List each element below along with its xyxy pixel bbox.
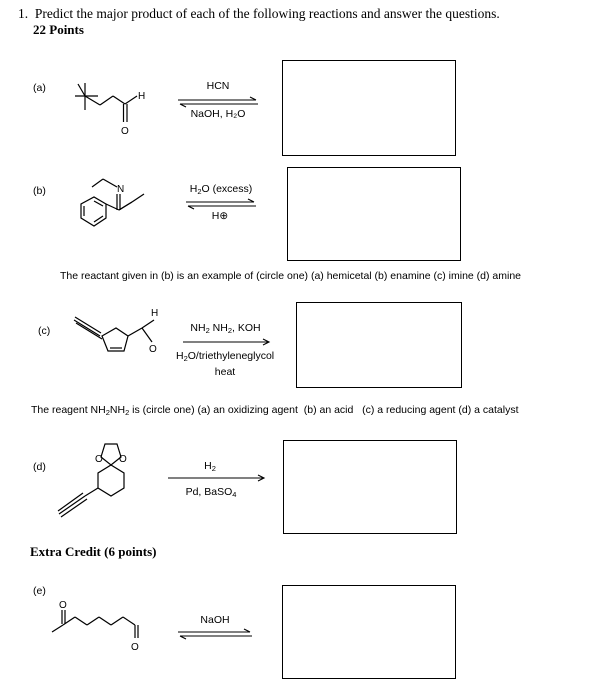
- part-e-o-atom-1: O: [59, 600, 67, 611]
- part-a-o-atom: O: [121, 126, 129, 137]
- part-b-reagent-top: $H_2O$ (excess): [189, 183, 253, 196]
- part-a-reactant-structure: [70, 72, 160, 152]
- extra-credit-heading: Extra Credit (6 points): [30, 544, 157, 559]
- part-b-equilibrium-arrow: [186, 200, 256, 210]
- part-c-reaction-arrow: [183, 339, 271, 347]
- part-e-o-atom-2: O: [131, 642, 139, 653]
- part-c-reagent-bottom-2: heat: [214, 366, 236, 378]
- part-d-reagent-top: $H_2$: [204, 460, 216, 473]
- part-c-reactant-structure: [70, 306, 170, 366]
- part-d-reaction-arrow: [168, 475, 266, 483]
- part-b-n-atom: N: [117, 184, 125, 195]
- part-e-equilibrium-arrow: [178, 630, 252, 640]
- part-a-label: (a): [33, 82, 46, 94]
- part-a-answer-box[interactable]: [282, 60, 456, 156]
- part-e-answer-box[interactable]: [282, 585, 456, 679]
- part-d-reactant-structure: [55, 440, 145, 530]
- part-b-reagent-bottom: H⊕: [211, 210, 229, 222]
- part-c-answer-box[interactable]: [296, 302, 462, 388]
- part-e-reactant-structure: [48, 598, 153, 668]
- part-b-reactant-structure: [72, 170, 162, 250]
- part-a-h-atom: H: [138, 91, 146, 102]
- part-d-answer-box[interactable]: [283, 440, 457, 534]
- part-c-h-atom: H: [151, 308, 159, 319]
- question-title: [18, 6, 500, 22]
- part-c-label: (c): [38, 325, 51, 337]
- question-b-prompt: The reactant given in (b) is an example of (circle one) (a) hemicetal (b) enamine (c) imine (d) amine: [60, 270, 522, 282]
- part-d-reagent-bottom: Pd, BaSO$_4$: [185, 486, 237, 499]
- part-d-o-atom-2: O: [119, 454, 127, 465]
- question-text: Predict the major product of each of the following reactions and answer the questions.: [34, 6, 500, 21]
- part-e-reagent-top: NaOH: [200, 614, 230, 626]
- question-c-prompt: The reagent $NH_2NH_2$ is (circle one) (a) an oxidizing agent (b) an acid (c) a reducing agent (d) a catalyst: [31, 404, 519, 417]
- part-a-reagent-top: HCN: [206, 80, 230, 92]
- part-c-o-atom: O: [149, 344, 157, 355]
- part-b-label: (b): [33, 185, 46, 197]
- part-e-label: (e): [33, 585, 46, 597]
- question-points: 22 Points: [33, 22, 84, 37]
- question-number: 1.: [18, 6, 29, 21]
- part-c-reagent-bottom-1: $H_2O$/triethyleneglycol: [176, 350, 275, 363]
- part-a-equilibrium-arrow: [178, 98, 258, 108]
- part-d-label: (d): [33, 461, 46, 473]
- part-d-o-atom-1: O: [95, 454, 103, 465]
- part-b-answer-box[interactable]: [287, 167, 461, 261]
- part-a-reagent-bottom: NaOH, H₂O: [190, 108, 246, 120]
- part-c-reagent-top: $NH_2$ $NH_2$, KOH: [190, 322, 261, 335]
